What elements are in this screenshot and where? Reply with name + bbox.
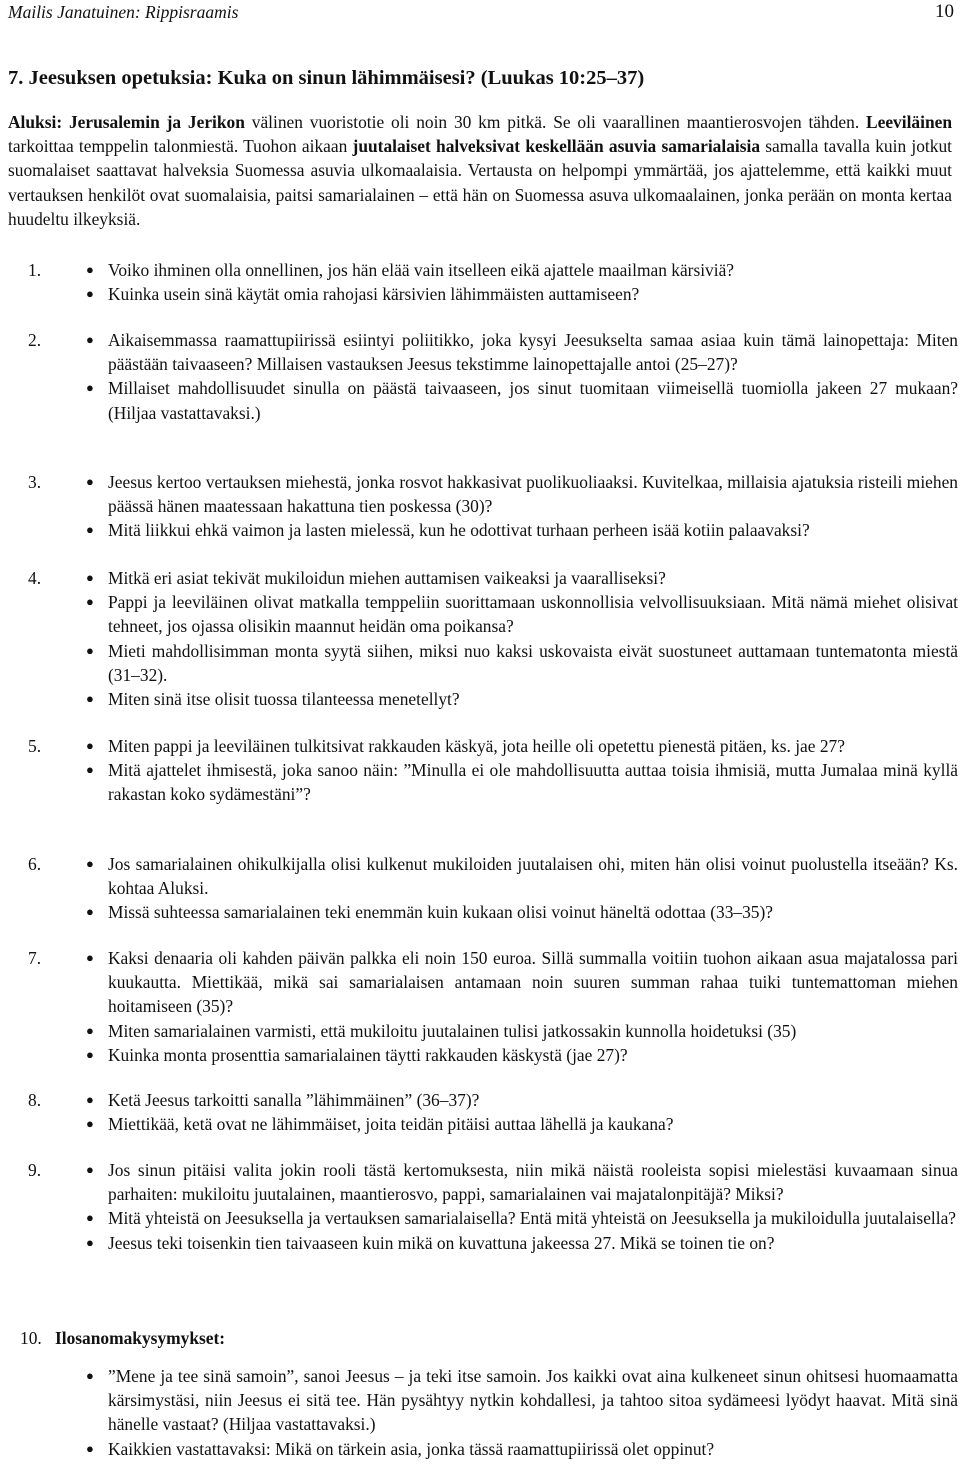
bullet-icon: ● [86, 738, 94, 753]
bullet-icon: ● [86, 1368, 94, 1383]
list-item: ● Miten sinä itse olisit tuossa tilanteessa menetellyt? [108, 687, 958, 711]
question-number: 1. [28, 260, 42, 280]
list-item: ● Missä suhteessa samarialainen teki enemmän kuin kukaan olisi voinut häneltä odottaa (33–35)? [108, 900, 958, 924]
intro-bold-juutalaiset: juutalaiset halveksivat keskellään asuvia samarialaisia [352, 136, 761, 157]
bullet-icon: ● [86, 570, 94, 585]
intro-bold-aluksi: Aluksi: Jerusalemin ja Jerikon [8, 112, 245, 132]
question-number: 10. [20, 1328, 42, 1348]
question-number: 3. [28, 472, 42, 492]
list-item: ● Jos samarialainen ohikulkijalla olisi kulkenut mukiloiden juutalaisen ohi, miten hän olisi voinut puolustella itseään? Ks. kohtaa Aluksi. [86, 854, 958, 899]
list-item: ● Mieti mahdollisimman monta syytä siihen, miksi nuo kaksi uskovaista eivät suostuneet auttamaan tuntematonta miestä (31–32). [86, 640, 958, 685]
list-item: ● Ketä Jeesus tarkoitti sanalla ”lähimmäinen” (36–37)? [108, 1088, 958, 1112]
question-9 [8, 1158, 960, 1255]
bullet-icon: ● [86, 332, 94, 347]
bullet-icon: ● [86, 1162, 94, 1177]
list-item: ● Jos sinun pitäisi valita jokin rooli tästä kertomuksesta, niin mikä näistä rooleista sopisi mielestäsi kuvaamaan sinua parhaiten: mukiloitu juutalainen, maantierosvo, pappi, samarialainen vai majatalonpitäjä? Miksi? [86, 1160, 958, 1205]
list-item: ● Voiko ihminen olla onnellinen, jos hän elää vain itselleen eikä ajattele maailman kärsiviä? [108, 258, 958, 282]
bullet-icon: ● [86, 262, 94, 277]
question-number: 7. [28, 948, 42, 968]
bullet-icon: ● [86, 1046, 94, 1062]
intro-bold-leevilainen: Leeviläinen [866, 112, 953, 132]
bullet-icon: ● [86, 950, 94, 965]
list-item: ● Mitkä eri asiat tekivät mukiloidun miehen auttamisen vaikeaksi ja vaaralliseksi? [108, 566, 958, 590]
question-1 [8, 258, 960, 306]
question-4 [8, 566, 960, 711]
question-6 [8, 852, 960, 925]
list-item: ● Mitä yhteistä on Jeesuksella ja vertauksen samarialaisella? Entä mitä yhteistä on Jeesuksella ja mukiloidulla juutalaisella? [108, 1206, 958, 1230]
list-item: ● Mitä liikkui ehkä vaimon ja lasten mielessä, kun he odottivat turhaan perheen isää kotiin palaavaksi? [108, 518, 958, 542]
list-item: ● Mitä ajattelet ihmisestä, joka sanoo näin: ”Minulla ei ole mahdollisuutta auttaa toisia ihmisiä, mutta Jumalaa minä kyllä rakastan koko sydämestäni”? [86, 760, 958, 805]
question-number: 9. [28, 1160, 42, 1180]
bullet-icon: ● [86, 762, 94, 778]
list-item: ● Kaikkien vastattavaksi: Mikä on tärkein asia, jonka tässä raamattupiirissä olet oppinut? [108, 1437, 958, 1461]
bullet-icon: ● [86, 691, 94, 707]
bullet-icon: ● [86, 594, 94, 610]
section-title: 7. Jeesuksen opetuksia: Kuka on sinun lähimmäisesi? (Luukas 10:25–37) [8, 67, 645, 89]
list-item: ● Miten pappi ja leeviläinen tulkitsivat rakkauden käskyä, jota heille oli opetettu pienestä pitäen, ks. jae 27? [108, 734, 958, 758]
question-8 [8, 1088, 960, 1136]
question-number: 2. [28, 330, 42, 350]
intro-text: samalla tavalla kuin jotkut suomalaiset saattavat halveksia Suomessa asuvia ulkomaalaisia. Vertausta on helpompi ymmärtää, jos ajattelemme, että kaikki muut vertauksen henkilöt ovat suomalaisia, paitsi samarialainen – että hän on Suomessa asuva ulkomaalainen, jonka perään on monta kertaa huudeltu ilkeyksiä. [8, 136, 952, 229]
question-2 [8, 328, 960, 425]
bullet-icon: ● [86, 1440, 94, 1456]
bullet-icon: ● [86, 642, 94, 658]
list-item: ● ”Mene ja tee sinä samoin”, sanoi Jeesus – ja teki itse samoin. Jos kaikki ovat aina kulkeneet sinun ohitsesi huomaamatta kärsimystäsi, niin Jeesus ei sitä tee. Hän pysähtyy nytkin kohdallesi, ja tahtoo sitoa sydämeesi lyödyt haavat. Mitä sinä hänelle vastaat? (Hiljaa vastattavaksi.) [86, 1366, 958, 1435]
intro-text: välinen vuoristotie oli noin 30 km pitkä. Se oli vaarallinen maantierosvojen tähden. [244, 112, 867, 132]
bullet-icon: ● [86, 474, 94, 489]
list-item: ● Kuinka monta prosenttia samarialainen täytti rakkauden käskystä (jae 27)? [108, 1043, 958, 1067]
question-10 [8, 1326, 960, 1461]
question-number: 4. [28, 568, 42, 588]
bullet-icon: ● [86, 1210, 94, 1226]
bullet-icon: ● [86, 1022, 94, 1038]
list-item: ● Kuinka usein sinä käytät omia rahojasi kärsivien lähimmäisten auttamiseen? [108, 282, 958, 306]
page-number: 10 [935, 1, 954, 22]
bullet-icon: ● [86, 286, 94, 302]
bullet-icon: ● [86, 1092, 94, 1107]
list-item: ● Miten samarialainen varmisti, että mukiloitu juutalainen tulisi jatkossakin kunnolla hoidetuksi (35) [108, 1019, 958, 1043]
intro-paragraph [8, 110, 952, 231]
question-3 [8, 470, 960, 543]
question-5 [8, 734, 960, 807]
list-item: ● Jeesus kertoo vertauksen miehestä, jonka rosvot hakkasivat puolikuoliaaksi. Kuvitelkaa, millaisia ajatuksia risteili miehen päässä hänen maatessaan hakattuna tien poskessa (30)? [86, 472, 958, 517]
list-item: ● Millaiset mahdollisuudet sinulla on päästä taivaaseen, jos sinut tuomitaan viimeisellä tuomiolla jakeen 27 mukaan? (Hiljaa vastattavaksi.) [86, 378, 958, 423]
running-header: Mailis Janatuinen: Rippisraamis [8, 2, 239, 22]
bullet-icon: ● [86, 904, 94, 920]
bullet-icon: ● [86, 522, 94, 538]
bullet-icon: ● [86, 380, 94, 396]
list-item: ● Miettikää, ketä ovat ne lähimmäiset, joita teidän pitäisi auttaa lähellä ja kaukana? [108, 1112, 958, 1136]
question-number: 5. [28, 736, 42, 756]
intro-text: tarkoittaa temppelin talonmiestä. Tuohon aikaan [8, 136, 353, 157]
bullet-icon: ● [86, 1116, 94, 1132]
question-7 [8, 946, 960, 1067]
ilosanoma-title: Ilosanomakysymykset: [55, 1328, 226, 1348]
list-item: ● Jeesus teki toisenkin tien taivaaseen kuin mikä on kuvattuna jakeessa 27. Mikä se toinen tie on? [108, 1231, 958, 1255]
question-number: 8. [28, 1090, 42, 1110]
list-item: ● Pappi ja leeviläinen olivat matkalla temppeliin suorittamaan uskonnollisia velvollisuuksiaan. Mitä nämä miehet olisivat tehneet, jos ojassa olisikin maannut heidän oma poikansa? [86, 592, 958, 637]
bullet-icon: ● [86, 856, 94, 871]
list-item: ● Aikaisemmassa raamattupiirissä esiintyi poliitikko, joka kysyi Jeesukselta samaa asiaa kuin tämä lainopettaja: Miten päästään taivaaseen? Millaisen vastauksen Jeesus tekstimme lainopettajalle antoi (25–27)? [86, 330, 958, 375]
list-item: ● Kaksi denaaria oli kahden päivän palkka eli noin 150 euroa. Sillä summalla voitiin tuohon aikaan asua majatalossa pari kuukautta. Miettikää, mikä sai samarialaisen antamaan noin suuren summan rahaa tuiki tuntemattoman miehen hoitamiseen (35)? [86, 948, 958, 1017]
bullet-icon: ● [86, 1234, 94, 1250]
question-number: 6. [28, 854, 42, 874]
